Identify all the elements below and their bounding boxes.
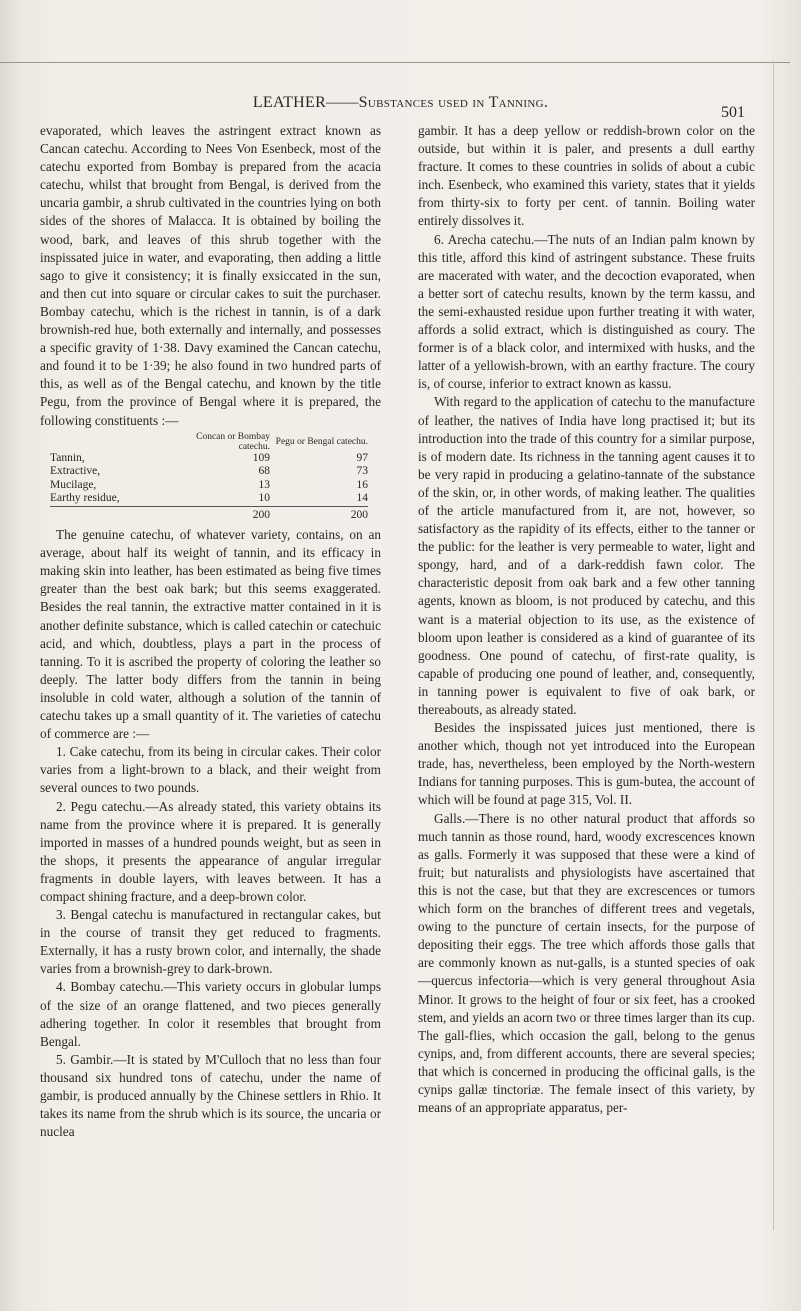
table-total-a: 200 <box>180 506 270 522</box>
constituents-table <box>50 432 368 523</box>
left-paragraph-6: 4. Bombay catechu.—This variety occurs in globular lumps of the size of an orange flattened, and two pieces generally adhering together. In color it resembles that brought from Bengal. <box>40 979 381 1049</box>
table-row <box>50 465 368 479</box>
right-paragraph-2: 6. Arecha catechu.—The nuts of an Indian palm known by this title, afford this kind of astringent substance. These fruits are macerated with water, and the decoction evaporated, when a better sort of catechu results, known by the term kassu, and the semi-exhausted residue upon further treating it with water, affords a solid extract, which is distinguished as coury. The former is of a black color, and intermixed with husks, and the latter of a yellowish-brown, with an earthy fracture. The coury is, of course, inferior to extract known as kassu. <box>418 231 755 392</box>
left-column <box>40 122 381 1141</box>
running-title-sub: Substances used in Tanning. <box>358 94 549 111</box>
running-header <box>0 86 801 116</box>
table-total-b: 200 <box>270 506 368 522</box>
page-number: 501 <box>721 104 745 121</box>
running-title <box>0 94 801 112</box>
table-row <box>50 479 368 493</box>
left-paragraph-3: 1. Cake catechu, from its being in circular cakes. Their color varies from a light-brown to a black, and their weight from several ounces to two pounds. <box>40 744 381 796</box>
table-row-label: Earthy residue, <box>50 492 120 505</box>
table-col2-header: Pegu or Bengal catechu. <box>275 436 368 447</box>
running-title-dash: —— <box>326 94 359 111</box>
left-paragraph-2: The genuine catechu, of whatever variety, contains, on an average, about half its weight of tannin, and its efficacy in making skin into leather, has been estimated as being five times greater than the best oak bark; but this seems exaggerated. Besides the real tannin, the extractive matter contained in it is another definite substance, which is called catechin or catechuic acid, and which, doubtless, plays a part in the process of tanning. To it is ascribed the property of coloring the leather so deeply. The latter body differs from the tannin in being insoluble in cold water, although a solution of the tannin of catechu takes up a small quantity of it. The varieties of catechu of commerce are :— <box>40 527 381 742</box>
table-total-row <box>50 506 368 522</box>
right-column <box>418 122 755 1117</box>
table-row <box>50 492 368 506</box>
table-cell: 73 <box>356 465 368 478</box>
top-rule <box>0 62 790 63</box>
table-row <box>50 452 368 466</box>
right-paragraph-5: Galls.—There is no other natural product that affords so much tannin as those round, hard, woody excrescences known as galls. Formerly it was supposed that these were a kind of fruit; but naturalists and physiologists have ascertained that this is not the case, but that they are excrescences or tumors which form on the branches of different trees and vegetals, owing to the puncture of certain insects, for the purpose of depositing their eggs. The tree which affords those galls that are commonly known as nut-galls, is a stunted species of oak—quercus infectoria—which is very general throughout Asia Minor. It grows to the height of four or six feet, has a crooked stem, and yields an acorn two or three times larger than its cup. The gall-flies, which occasion the gall, belong to the genus cynips, and, from different accounts, there are several species; that which is concerned in producing the officinal galls, is the cynips gallæ tinctoriæ. The female insect of this variety, by means of an appropriate apparatus, per- <box>418 810 755 1116</box>
left-paragraph-4: 2. Pegu catechu.—As already stated, this variety obtains its name from the province where it is prepared. It is generally imported in masses of a hundred pounds weight, but as seen in the shops, it presents the appearance of angular irregular fragments in double layers, with leaves between. It has a compact shining fracture, and a deep-brown color. <box>40 798 381 904</box>
table-cell: 97 <box>356 451 368 464</box>
left-paragraph-5: 3. Bengal catechu is manufactured in rectangular cakes, but in the course of transit they get reduced to fragments. Externally, it has a rusty brown color, and internally, the shade varies from a brownish-grey to dark-brown. <box>40 907 381 977</box>
table-cell: 109 <box>252 451 270 464</box>
table-row-label: Mucilage, <box>50 478 97 491</box>
running-title-main: LEATHER <box>252 94 327 111</box>
table-header-row <box>50 432 368 452</box>
right-paragraph-3: With regard to the application of catechu to the manufacture of leather, the natives of India have long practised it; but its introduction into the trade of this country for a similar purpose, is of modern date. Its richness in the tanning agent causes it to be very rapid in producing a gelatino-tannate of the substance of the skin, or, in other words, of making leather. The qualities of the article manufactured from it, are not, however, so satisfactory as the rapidity of its effects, either to the tanner or the public: for the leather is very permeable to water, light and spongy, hard, and of a dark-reddish fawn color. The characteristic deposit from oak bark and a few other tanning agents, known as bloom, is not produced by catechu, and this want is a material objection to its use, as the existence of bloom upon leather is considered as a kind of guarantee of its goodness. One pound of catechu, of first-rate quality, is capable of producing one pound of leather, and, consequently, in tanning power is equivalent to five of oak bark, or thereabouts, as already stated. <box>418 394 755 717</box>
table-row-label: Tannin, <box>50 451 85 464</box>
table-cell: 14 <box>356 492 368 505</box>
right-paragraph-4: Besides the inspissated juices just mentioned, there is another which, though not yet introduced into the European trade, has, nevertheless, been employed by the North-western Indians for tanning purposes. This is gum-butea, the account of which will be found at page 315, Vol. II. <box>418 720 755 808</box>
right-paragraph-1: gambir. It has a deep yellow or reddish-brown color on the outside, but within it is paler, and presents a dull earthy fracture. It comes to these countries in solids of about a cubic inch. Esenbeck, who examined this variety, states that it yields from thirty-six to forty per cent. of tannin. Boiling water entirely dissolves it. <box>418 123 755 229</box>
table-cell: 68 <box>258 465 270 478</box>
left-paragraph-1: evaporated, which leaves the astringent extract known as Cancan catechu. According to Nees Von Esenbeck, most of the catechu exported from Bombay is prepared from the acacia catechu, whilst that brought from Bengal, is derived from the uncaria gambir, a shrub cultivated in the countries lying on both sides of the shores of Malacca. It is obtained by boiling the wood, bark, and leaves of this shrub together with the inspissated juice in water, and evaporating, then adding a little sago to give it consistency; it is finally exsiccated in the sun, and then cut into square or circular cakes to suit the purchaser. Bombay catechu, which is the richest in tannin, is of a dark brownish-red hue, both externally and internally, and possesses a specific gravity of 1·38. Davy examined the Cancan catechu, and found it to be 1·39; he also found in two hundred parts of this, as well as of the Bengal catechu, and known by the title Pegu, from the province of Bengal where it is prepared, the following constituents :— <box>40 123 381 428</box>
table-row-label: Extractive, <box>50 465 101 478</box>
table-cell: 16 <box>356 478 368 491</box>
table-cell: 10 <box>258 492 270 505</box>
right-margin-rule <box>773 60 774 1230</box>
left-paragraph-7: 5. Gambir.—It is stated by M'Culloch that no less than four thousand six hundred tons of catechu, under the name of gambir, is produced annually by the Chinese settlers in Rhio. It takes its name from the shrub which is its source, the uncaria or nuclea <box>40 1051 381 1140</box>
table-col1-header: Concan or Bombay catechu. <box>196 431 270 452</box>
table-cell: 13 <box>258 478 270 491</box>
